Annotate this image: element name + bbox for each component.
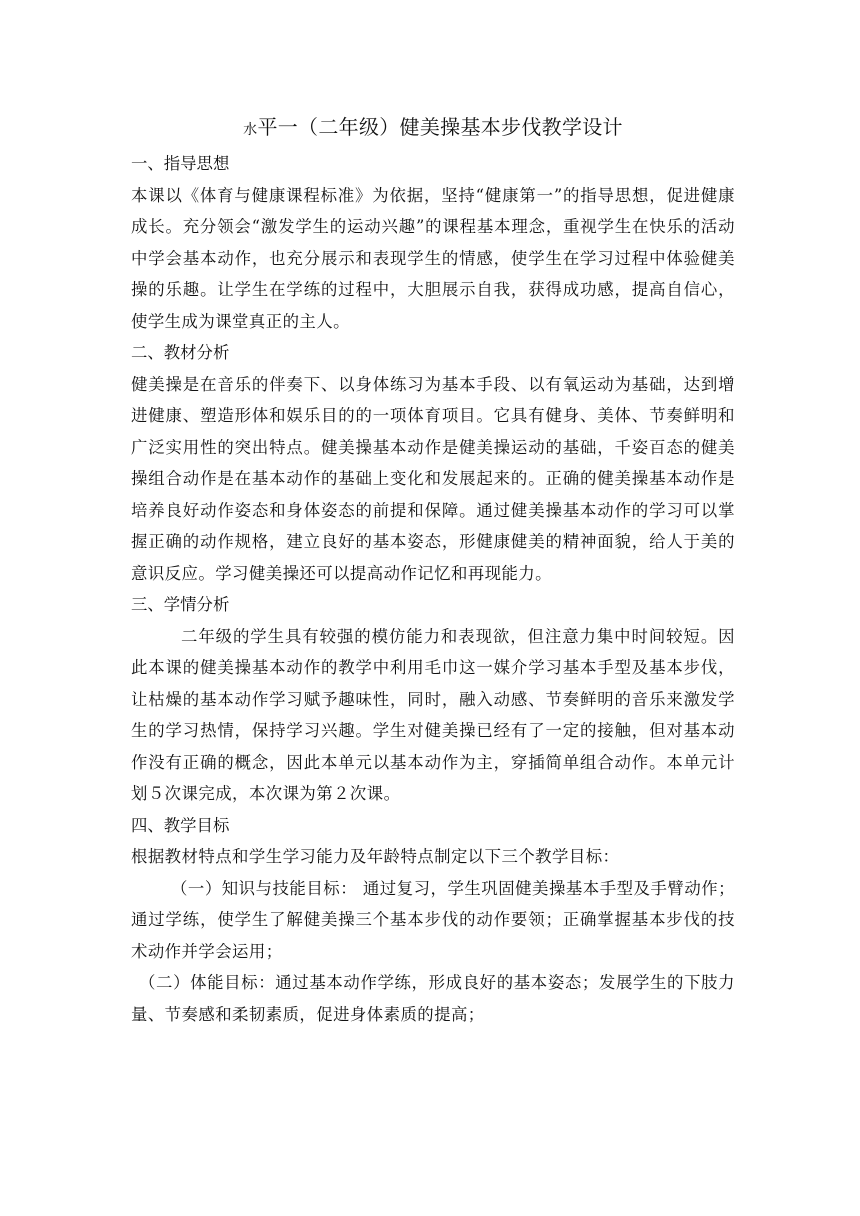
- document-body: [131, 112, 735, 1030]
- section-heading-material-analysis: 二、教材分析: [131, 343, 230, 362]
- paragraph-guiding-ideology: 本课以《体育与健康课程标准》为依据，坚持“健康第一”的指导思想，促进健康成长。充分领会“激发学生的运动兴趣”的课程基本理念，重视学生在快乐的活动中学会基本动作，也充分展示和表现学生的情感，使学生在学习过程中体验健美操的乐趣。让学生在学练的过程中，大胆展示自我，获得成功感，提高自信心，使学生成为课堂真正的主人。: [131, 185, 735, 331]
- section-heading-guiding-ideology: 一、指导思想: [131, 154, 230, 173]
- title-text: 平一（二年级）健美操基本步伐教学设计: [257, 115, 623, 139]
- section-heading-learner-analysis: 三、学情分析: [131, 595, 230, 614]
- paragraph-material-analysis: 健美操是在音乐的伴奏下、以身体练习为基本手段、以有氧运动为基础，达到增进健康、塑造形体和娱乐目的的一项体育项目。它具有健身、美体、节奏鲜明和广泛实用性的突出特点。健美操基本动作是健美操运动的基础，千姿百态的健美操组合动作是在基本动作的基础上变化和发展起来的。正确的健美操基本动作是培养良好动作姿态和身体姿态的前提和保障。通过健美操基本动作的学习可以掌握正确的动作规格，建立良好的基本姿态，形健康健美的精神面貌，给人于美的意识反应。学习健美操还可以提高动作记忆和再现能力。: [131, 374, 735, 583]
- section-heading-teaching-objectives: 四、教学目标: [131, 815, 230, 835]
- document-title: [131, 112, 735, 144]
- paragraph-objectives-intro: 根据教材特点和学生学习能力及年龄特点制定以下三个教学目标：: [131, 847, 620, 866]
- title-prefix: 水: [243, 122, 258, 138]
- paragraph-learner-analysis: 二年级的学生具有较强的模仿能力和表现欲，但注意力集中时间较短。因此本课的健美操基本动作的教学中利用毛巾这一媒介学习基本手型及基本步伐，让枯燥的基本动作学习赋予趣味性，同时，融入动感、节奏鲜明的音乐来激发学生的学习热情，保持学习兴趣。学生对健美操已经有了一定的接触，但对基本动作没有正确的概念，因此本单元以基本动作为主，穿插简单组合动作。本单元计划５次课完成，本次课为第２次课。: [131, 626, 735, 803]
- paragraph-objective-knowledge-skills: （一）知识与技能目标： 通过复习，学生巩固健美操基本手型及手臂动作；通过学练，使学生了解健美操三个基本步伐的动作要领；正确掌握基本步伐的技术动作并学会运用；: [131, 878, 735, 961]
- paragraph-objective-physical-fitness: （二）体能目标：通过基本动作学练，形成良好的基本姿态；发展学生的下肢力量、节奏感和柔韧素质，促进身体素质的提高；: [131, 973, 735, 1024]
